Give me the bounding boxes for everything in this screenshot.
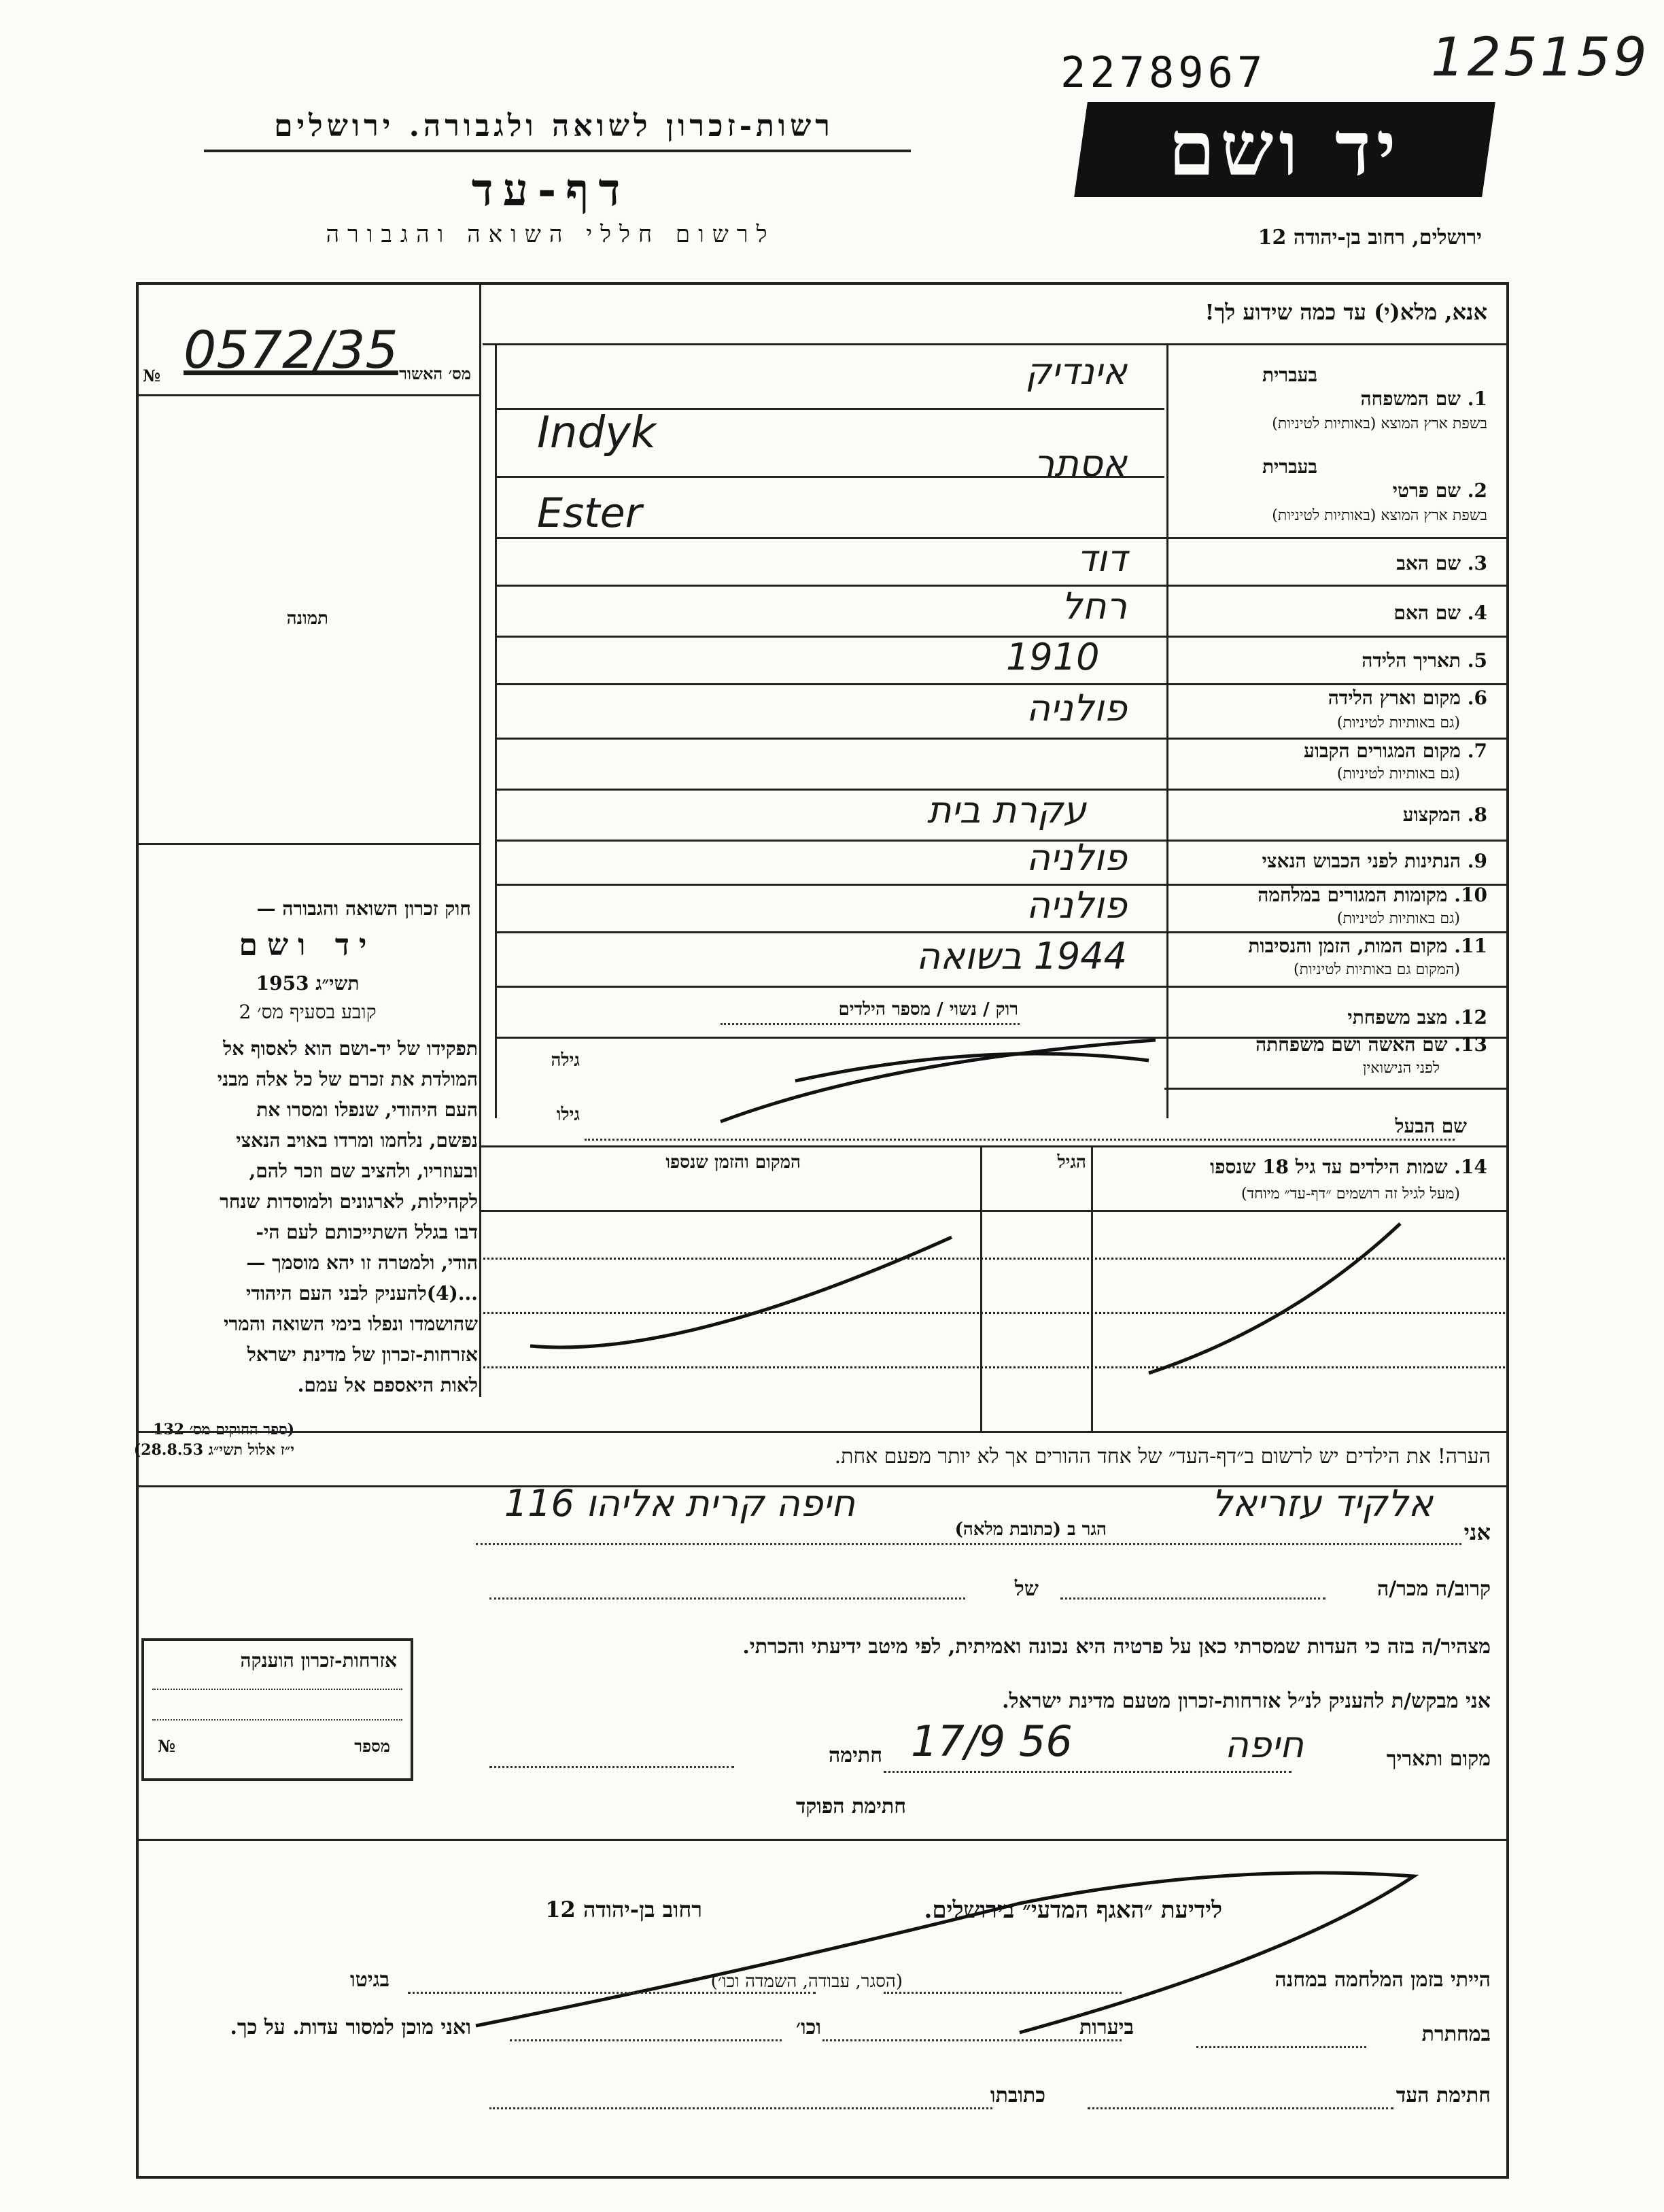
address-line: ירושלים, רחוב בן-יהודה 12 <box>1258 226 1482 249</box>
citizenship-line <box>152 1719 402 1721</box>
law-line: לקהילות, לארגונים ולמוסדות שנחר <box>220 1190 478 1213</box>
logo-text: יד ושם <box>1168 105 1402 192</box>
field-10-sub: (גם באותיות לטיניות) <box>1336 910 1460 927</box>
approval-number: 0572/35 <box>184 319 398 380</box>
law-line: הודי, ולמטרה זו יהא מוסמך — <box>246 1251 478 1274</box>
field-6-num: 6. <box>1467 687 1487 709</box>
marital-line <box>721 1023 1020 1025</box>
children-top <box>479 1145 1509 1147</box>
witness-name-line <box>476 1543 1461 1545</box>
authority-line: רשות-זכרון לשואה ולגבורה. ירושלים <box>274 109 834 143</box>
field-12-num: 12. <box>1454 1006 1487 1029</box>
form-subtitle: לרשום חללי השואה והגבורה <box>326 221 776 248</box>
bottom-line1-dots <box>884 1992 1122 1994</box>
field-13-label <box>1255 1033 1487 1056</box>
label-row-line <box>1164 585 1509 587</box>
place-date-label: מקום ותאריך <box>1386 1747 1491 1771</box>
field-12-label <box>1347 1006 1487 1029</box>
field-1-label <box>1361 387 1487 411</box>
field-6-title: מקום וארץ הלידה <box>1328 687 1461 709</box>
field-10-value: פולניה <box>1026 884 1127 927</box>
bottom-line1-a: הייתי בזמן המלחמה במחנה <box>1275 1968 1491 1992</box>
law-line: ...(4)להעניק לבני העם היהודי <box>246 1282 478 1304</box>
authority-underline <box>204 150 911 152</box>
citizenship-title: אזרחות-זכרון הוענקה <box>240 1649 397 1672</box>
field-4-value: רחל <box>1061 585 1127 627</box>
bottom-line3-b: כתובתו <box>990 2084 1045 2107</box>
children-col-divider <box>980 1145 982 1431</box>
law-line: לאות היאספם אל עמם. <box>297 1374 478 1396</box>
left-column-border <box>479 282 481 1397</box>
witness-request: אני מבקש/ת להעניק לנ״ל אזרחות-זכרון מטעם מדינת ישראל. <box>1002 1689 1491 1713</box>
field-9-num: 9. <box>1467 850 1487 872</box>
field-2-value-latin: Ester <box>537 489 642 537</box>
bottom-line2-a: במחתרת <box>1421 2022 1491 2046</box>
witness-i-label: אני <box>1463 1519 1491 1545</box>
field-4-num: 4. <box>1467 602 1487 624</box>
field-2-label <box>1393 479 1487 502</box>
date-value: 17/9 56 <box>911 1716 1073 1766</box>
field-2-hebrew-tag: בעברית <box>1262 455 1317 478</box>
label-row-line <box>1164 1088 1509 1090</box>
field-13-num: 13. <box>1454 1033 1487 1056</box>
children-label <box>1210 1156 1487 1179</box>
field-3-title: שם האב <box>1396 552 1461 574</box>
field-11-value: 1944 בשואה <box>916 935 1127 978</box>
bottom-divider <box>136 1839 1509 1841</box>
field-7-title: מקום המגורים הקבוע <box>1304 740 1461 762</box>
label-row-line <box>1164 636 1509 638</box>
children-age-col: הגיל <box>1057 1152 1086 1173</box>
row-line <box>495 738 1164 740</box>
field-1-value: אינדיק <box>1025 350 1127 393</box>
of-line <box>489 1597 965 1600</box>
witness-residing-label: הגר ב (כתובת מלאה) <box>954 1519 1107 1540</box>
field-10-title: מקומות המגורים במלחמה <box>1258 884 1448 906</box>
children-num: 14. <box>1454 1156 1487 1178</box>
law-line: המולדת את זכרם של כל אלה מבני <box>217 1068 478 1090</box>
law-line: ובעוזריו, ולהציב שם וזכר להם, <box>249 1160 478 1182</box>
field-7-sub: (גם באותיות לטיניות) <box>1336 765 1460 782</box>
field-11-title: מקום המות, הזמן והנסיבות <box>1248 935 1448 957</box>
signature-line <box>489 1766 734 1768</box>
bottom-etc-dots <box>510 2039 782 2041</box>
children-place-col: המקום והזמן שנספו <box>665 1152 801 1173</box>
field-5-num: 5. <box>1467 649 1487 672</box>
field-4-title: שם האם <box>1393 602 1461 624</box>
witness-relative-label: קרוב/ה מכר/ה <box>1377 1577 1491 1601</box>
bottom-line2-d: ואני מוכן למסור עדות. על כך. <box>230 2016 471 2039</box>
law-line: תפקידו של יד-ושם הוא לאסוף אל <box>223 1037 478 1060</box>
field-7-label <box>1304 740 1487 763</box>
bottom-line2-c: וכו׳ <box>796 2016 821 2039</box>
law-line: העם היהודי, שנפלו ומסרו את <box>256 1099 478 1121</box>
citizenship-number-label: מספר <box>354 1736 390 1756</box>
field-12-title: מצב משפחתי <box>1347 1006 1448 1029</box>
law-text <box>141 1033 478 1400</box>
field-8-value: עקרת בית <box>926 789 1086 831</box>
children-title: שמות הילדים עד גיל 18 שנספו <box>1210 1156 1448 1178</box>
husband-line <box>585 1139 1455 1141</box>
instruction: אנא, מלא(י) עד כמה שידוע לך! <box>1204 299 1487 325</box>
law-ref-1: (ספר החוקים מס׳ 132 <box>153 1421 294 1438</box>
field-1-sub: בשפת ארץ המוצא (באותיות לטיניות) <box>1272 415 1487 432</box>
field-10-label <box>1258 884 1487 907</box>
form-title: דף-עד <box>471 163 630 216</box>
photo-label: תמונה <box>286 608 328 629</box>
field-9-value: פולניה <box>1026 836 1127 879</box>
officer-label: חתימת הפוקד <box>795 1795 906 1818</box>
bottom-line1-b: (הסגר, עבודה, השמדה וכו׳) <box>710 1971 903 1992</box>
children-row <box>479 1312 1509 1314</box>
bottom-underground-dots <box>1196 2046 1366 2048</box>
archive-number: 125159 <box>1431 27 1650 88</box>
field-1-title: שם המשפחה <box>1360 387 1461 410</box>
law-name: יד ושם <box>239 928 377 963</box>
field-8-title: המקצוע <box>1402 803 1461 826</box>
bottom-line2-b: ביערות <box>1079 2016 1134 2039</box>
field-11-num: 11. <box>1454 935 1487 957</box>
husband-label: שם הבעל <box>1395 1115 1467 1137</box>
relative-line <box>1060 1597 1325 1600</box>
law-line: אזרחות-זכרון של מדינת ישראל <box>247 1343 478 1366</box>
row-line <box>495 537 1164 539</box>
field-5-label <box>1362 649 1487 672</box>
law-line: דבו בגלל השתייכותם לעם הי- <box>256 1221 478 1243</box>
field-13-title: שם האשה ושם משפחתה <box>1255 1033 1448 1056</box>
field-10-num: 10. <box>1454 884 1487 906</box>
law-ref-2: י״ז אלול תשי״ג 28.8.53) <box>133 1441 294 1459</box>
bottom-line1-c: בגיטו <box>349 1968 389 1992</box>
law-line: נפשם, נלחמו ומרדו באויב הנאצי <box>236 1129 478 1152</box>
field-1-hebrew-tag: בעברית <box>1262 364 1317 386</box>
children-sub: (מעל לגיל זה רושמים ״דף-עד״ מיוחד) <box>1241 1186 1460 1203</box>
label-row-line <box>1164 931 1509 933</box>
children-bottom <box>136 1431 1509 1433</box>
field-8-num: 8. <box>1467 803 1487 826</box>
row-line <box>495 683 1164 685</box>
field-4-label <box>1393 602 1487 625</box>
law-line: שהושמדו ונפלו בימי השואה והמרי <box>224 1313 478 1335</box>
field-9-title: הנתינות לפני הכבוש הנאצי <box>1262 850 1461 872</box>
label-row-line <box>1164 683 1509 685</box>
field-2-title: שם פרטי <box>1392 479 1461 502</box>
witness-address: חיפה קרית אליהו 116 <box>504 1482 855 1525</box>
approval-label: מס׳ האשור <box>399 364 471 383</box>
field-13-sub: לפני הנישואין <box>1362 1060 1440 1077</box>
bottom-line3-a: חתימת העד <box>1396 2084 1491 2107</box>
bottom-ghetto-dots <box>408 1992 816 1994</box>
row-line <box>495 931 1164 933</box>
field-6-value: פולניה <box>1026 687 1127 729</box>
witness-declaration: מצהיר/ה בזה כי העדות שמסרתי כאן על פרטיה היא נכונה ואמיתית, לפי מיטב ידיעתי והכרתי. <box>742 1635 1491 1659</box>
witness-of-label: של <box>1014 1577 1039 1601</box>
signature-label: חתימה <box>829 1744 882 1767</box>
field-11-sub: (המקום גם באותיות לטיניות) <box>1294 961 1460 978</box>
label-row-line <box>1164 986 1509 988</box>
field-1-num: 1. <box>1467 387 1487 410</box>
approval-no-sign: № <box>143 366 161 385</box>
row-line <box>495 1037 1164 1039</box>
law-title: חוק זכרון השואה והגבורה — <box>256 897 471 920</box>
children-row <box>479 1210 1509 1212</box>
field-6-label <box>1328 687 1487 710</box>
marital-options: רוק / נשוי / מספר הילדים <box>838 999 1018 1020</box>
label-row-line <box>1164 537 1509 539</box>
approval-divider <box>136 394 479 396</box>
field-2-sub: בשפת ארץ המוצא (באותיות לטיניות) <box>1272 507 1487 524</box>
place-date-line <box>884 1771 1292 1773</box>
field-8-label <box>1403 803 1487 827</box>
field-5-value: 1910 <box>1006 636 1100 678</box>
law-year: תשי״ג 1953 <box>256 972 360 995</box>
field-6-sub: (גם באותיות לטיניות) <box>1336 714 1460 731</box>
children-row <box>479 1366 1509 1368</box>
bottom-forest-dots <box>822 2039 1122 2041</box>
children-col-divider <box>1091 1145 1093 1431</box>
logo-yad-vashem <box>1074 102 1495 197</box>
witness-address-dots <box>489 2107 992 2109</box>
field-3-value: דוד <box>1077 537 1127 580</box>
husband-age-label: גילו <box>556 1105 580 1125</box>
witness-name: אלקיד עזריאל <box>1211 1482 1433 1525</box>
photo-divider <box>136 843 479 845</box>
field-5-title: תאריך הלידה <box>1362 649 1461 672</box>
label-row-line <box>1164 789 1509 791</box>
bottom-address: רחוב בן-יהודה 12 <box>545 1897 702 1922</box>
label-row-line <box>1164 840 1509 842</box>
wife-age-label: גילה <box>551 1050 580 1071</box>
field-9-label <box>1262 850 1487 873</box>
witness-signature-dots <box>1088 2107 1393 2109</box>
citizenship-line <box>152 1689 402 1690</box>
citizenship-box <box>141 1638 413 1781</box>
bottom-title: לידיעת ״האגף המדעי״ בירושלים. <box>924 1897 1222 1924</box>
form-number: 2278967 <box>1060 48 1267 97</box>
children-row <box>479 1258 1509 1260</box>
field-7-num: 7. <box>1467 740 1487 762</box>
law-clause: קובע בסעיף מס׳ 2 <box>239 1001 377 1023</box>
field-3-num: 3. <box>1467 552 1487 574</box>
field-2-num: 2. <box>1467 479 1487 502</box>
field-2-value: אסתר <box>1033 442 1127 485</box>
citizenship-no-sign: № <box>158 1736 176 1756</box>
place-value: חיפה <box>1224 1723 1304 1766</box>
field-11-label <box>1248 935 1487 958</box>
field-1-value-latin: Indyk <box>537 408 656 458</box>
field-3-label <box>1396 552 1487 575</box>
row-line <box>495 986 1164 988</box>
note: הערה! את הילדים יש לרשום ב״דף-העד״ של אחד ההורים אך לא יותר מפעם אחת. <box>834 1445 1491 1468</box>
